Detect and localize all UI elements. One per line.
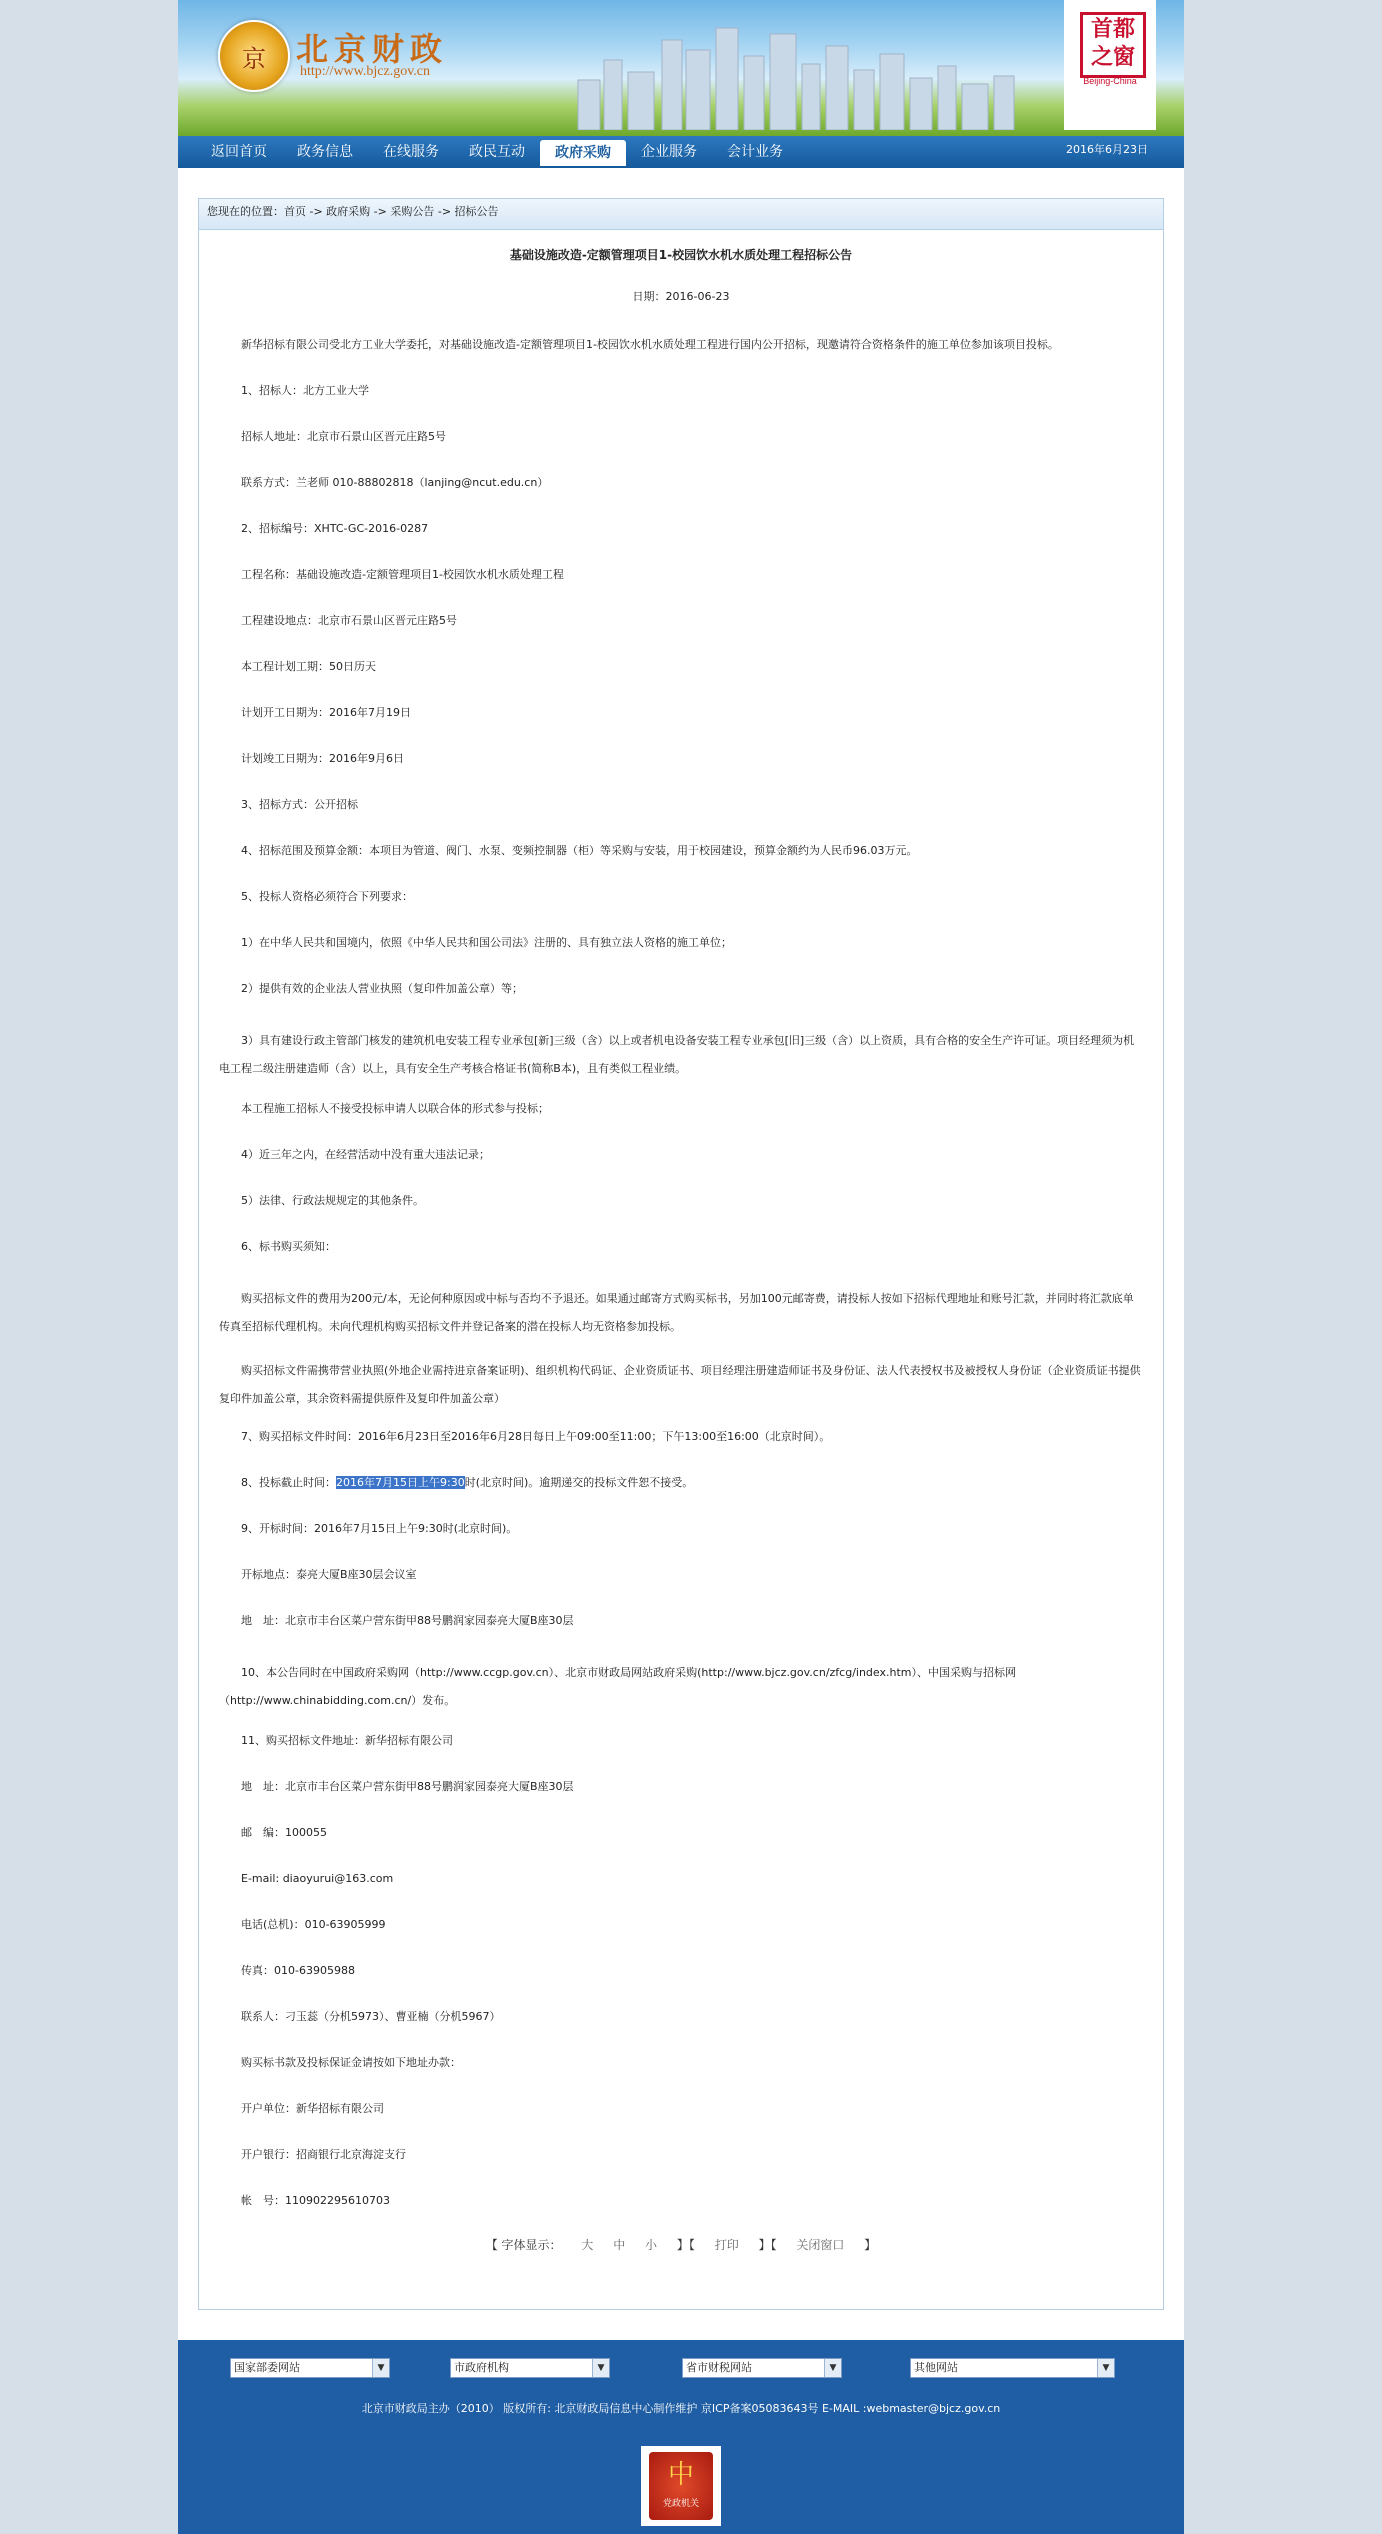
capital-window-logo[interactable] <box>1064 0 1156 130</box>
font-small-button[interactable]: 小 <box>645 2238 658 2252</box>
bjcz-logo-seal-icon[interactable] <box>218 20 290 92</box>
article-para: 1）在中华人民共和国境内，依照《中华人民共和国公司法》注册的、具有独立法人资格的施工单位； <box>241 936 732 949</box>
badge-char: 中 <box>667 2460 694 2490</box>
article-para: 2、招标编号：XHTC-GC-2016-0287 <box>241 522 429 535</box>
nav-date: 2016年6月23日 <box>1066 143 1148 156</box>
article-para: 计划开工日期为：2016年7月19日 <box>241 706 411 719</box>
city-agencies-select[interactable] <box>450 2358 610 2378</box>
article-para: 联系人：刁玉蕊（分机5973）、曹亚楠（分机5967） <box>241 2010 501 2023</box>
ministry-sites-select[interactable] <box>230 2358 390 2378</box>
deadline-note: 时(北京时间)。逾期递交的投标文件恕不接受。 <box>464 1476 694 1489</box>
article-para: 开户单位：新华招标有限公司 <box>241 2102 384 2115</box>
copyright-text: 北京市财政局主办（2010） 版权所有: 北京财政局信息中心制作维护 京ICP备案05083643号 E-MAIL :webmaster@bjcz.gov.cn <box>361 2402 1001 2415</box>
article-para: 开户银行：招商银行北京海淀支行 <box>241 2148 406 2161</box>
article-para: 传真：010-63905988 <box>241 1964 355 1977</box>
nav-item-enterprise[interactable]: 企业服务 <box>641 144 697 160</box>
chevron-down-icon: ▼ <box>372 2359 389 2377</box>
article-para: 电话(总机)：010-63905999 <box>241 1918 386 1931</box>
logo-seal-char: 京 <box>242 44 266 73</box>
close-window-button[interactable]: 关闭窗口 <box>796 2238 845 2252</box>
article-para: 4）近三年之内，在经营活动中没有重大违法记录； <box>241 1148 490 1161</box>
article-para: 9、开标时间：2016年7月15日上午9:30时(北京时间)。 <box>241 1522 518 1535</box>
content-box <box>198 198 1164 2310</box>
article-para: 招标人地址：北京市石景山区晋元庄路5号 <box>241 430 446 443</box>
article-para: 地 址：北京市丰台区菜户营东街甲88号鹏润家园泰亮大厦B座30层 <box>241 1780 574 1793</box>
article-para: 购买招标文件需携带营业执照(外地企业需持进京备案证明)、组织机构代码证、企业资质证书、项目经理注册建造师证书及身份证、法人代表授权书及被授权人身份证（企业资质证书提供复印件加盖公章，其余资料需提供原件及复印件加盖公章） <box>219 1364 1141 1405</box>
article-para: 购买标书款及投标保证金请按如下地址办款： <box>241 2056 461 2069</box>
article-para: 本工程计划工期：50日历天 <box>241 660 376 673</box>
article-para: 6、标书购买须知： <box>241 1240 336 1253</box>
article-para: 7、购买招标文件时间：2016年6月23日至2016年6月28日每日上午09:00至11:00；下午13:00至16:00（北京时间）。 <box>241 1430 831 1443</box>
print-button[interactable]: 打印 <box>714 2238 739 2252</box>
badge-text: 党政机关 <box>662 2499 699 2509</box>
nav-item-online-service[interactable]: 在线服务 <box>383 144 439 160</box>
nav-item-gov-info[interactable]: 政务信息 <box>297 144 353 160</box>
article-para: 新华招标有限公司受北方工业大学委托，对基础设施改造-定额管理项目1-校园饮水机水质处理工程进行国内公开招标，现邀请符合资格条件的施工单位参加该项目投标。 <box>241 338 1059 351</box>
tools-bracket-end: 】 <box>864 2238 877 2252</box>
article-para: 计划竣工日期为：2016年9月6日 <box>241 752 404 765</box>
article-para: 联系方式：兰老师 010-88802818（lanjing@ncut.edu.cn） <box>241 476 549 489</box>
article-para: 4、招标范围及预算金额：本项目为管道、阀门、水泵、变频控制器（柜）等采购与安装，用于校园建设，预算金额约为人民币96.03万元。 <box>241 844 918 857</box>
nav-item-interaction[interactable]: 政民互动 <box>469 144 525 160</box>
article-para: 11、购买招标文件地址：新华招标有限公司 <box>241 1734 453 1747</box>
province-finance-select[interactable] <box>682 2358 842 2378</box>
tools-bracket: 】【 <box>758 2238 777 2252</box>
article-para: 购买招标文件的费用为200元/本，无论何种原因或中标与否均不予退还。如果通过邮寄方式购买标书，另加100元邮寄费，请投标人按如下招标代理地址和账号汇款，并同时将汇款底单传真至招标代理机构。未向代理机构购买招标文件并登记备案的潜在投标人均无资格参加投标。 <box>219 1292 1134 1333</box>
font-medium-button[interactable]: 中 <box>613 2238 626 2252</box>
article-tools <box>219 2237 1143 2253</box>
breadcrumb: 您现在的位置：首页 -> 政府采购 -> 采购公告 -> 招标公告 <box>199 199 1163 230</box>
article-para: 开标地点：泰亮大厦B座30层会议室 <box>241 1568 417 1581</box>
article-para: 10、本公告同时在中国政府采购网（http://www.ccgp.gov.cn）、北京市财政局网站政府采购(http://www.bjcz.gov.cn/zfcg/index.htm）、中国采购与招标网（http://www.chinabidding.com.cn/）发布。 <box>219 1666 1016 1707</box>
article <box>219 247 1143 2252</box>
article-title: 基础设施改造-定额管理项目1-校园饮水机水质处理工程招标公告 <box>509 248 853 262</box>
page <box>178 0 1184 2534</box>
capital-window-sub: Beijing-China <box>1083 76 1137 86</box>
deadline-highlight[interactable]: 2016年7月15日上午9:30 <box>336 1476 465 1489</box>
article-para: 5、投标人资格必须符合下列要求： <box>241 890 413 903</box>
site-logo-title[interactable]: 北京财政 <box>296 30 449 68</box>
tools-bracket: 】【 <box>676 2238 695 2252</box>
article-para: 1、招标人：北方工业大学 <box>241 384 369 397</box>
chevron-down-icon: ▼ <box>824 2359 841 2377</box>
article-para: 邮 编：100055 <box>241 1826 327 1839</box>
main-nav <box>178 136 1184 168</box>
article-para: 地 址：北京市丰台区菜户营东街甲88号鹏润家园泰亮大厦B座30层 <box>241 1614 574 1627</box>
article-para: 工程名称：基础设施改造-定额管理项目1-校园饮水机水质处理工程 <box>241 568 564 581</box>
select-value: 市政府机构 <box>454 2361 509 2374</box>
article-para: 本工程施工招标人不接受投标申请人以联合体的形式参与投标； <box>241 1102 549 1115</box>
select-value: 省市财税网站 <box>686 2361 752 2374</box>
chevron-down-icon: ▼ <box>592 2359 609 2377</box>
deadline-label: 8、投标截止时间： <box>241 1476 336 1489</box>
article-para: 2）提供有效的企业法人营业执照（复印件加盖公章）等； <box>241 982 523 995</box>
article-para: 3、招标方式：公开招标 <box>241 798 358 811</box>
select-value: 其他网站 <box>914 2361 958 2374</box>
font-size-label: 【 字体显示： <box>485 2238 562 2252</box>
article-date: 日期：2016-06-23 <box>632 290 730 303</box>
article-para: 帐 号：110902295610703 <box>241 2194 390 2207</box>
other-sites-select[interactable] <box>910 2358 1115 2378</box>
article-para: E-mail: diaoyurui@163.com <box>241 1872 394 1885</box>
article-para <box>219 1475 1143 1491</box>
nav-item-home[interactable]: 返回首页 <box>211 144 267 160</box>
site-logo-url: http://www.bjcz.gov.cn <box>300 64 430 79</box>
capital-window-mark: 首都之窗 <box>1080 12 1146 78</box>
select-value: 国家部委网站 <box>234 2361 300 2374</box>
party-gov-badge-icon[interactable] <box>641 2446 721 2526</box>
article-para: 工程建设地点：北京市石景山区晋元庄路5号 <box>241 614 457 627</box>
site-header <box>178 0 1184 136</box>
chevron-down-icon: ▼ <box>1097 2359 1114 2377</box>
nav-item-accounting[interactable]: 会计业务 <box>727 144 783 160</box>
font-large-button[interactable]: 大 <box>581 2238 594 2252</box>
article-para: 3）具有建设行政主管部门核发的建筑机电安装工程专业承包[新]三级（含）以上或者机电设备安装工程专业承包[旧]三级（含）以上资质，具有合格的安全生产许可证。项目经理须为机电工程二级注册建造师（含）以上，具有安全生产考核合格证书(简称B本)，且有类似工程业绩。 <box>219 1034 1135 1075</box>
city-skyline-image <box>558 20 1058 130</box>
nav-item-procurement[interactable]: 政府采购 <box>540 140 626 166</box>
article-para: 5）法律、行政法规规定的其他条件。 <box>241 1194 424 1207</box>
site-footer <box>178 2340 1184 2534</box>
